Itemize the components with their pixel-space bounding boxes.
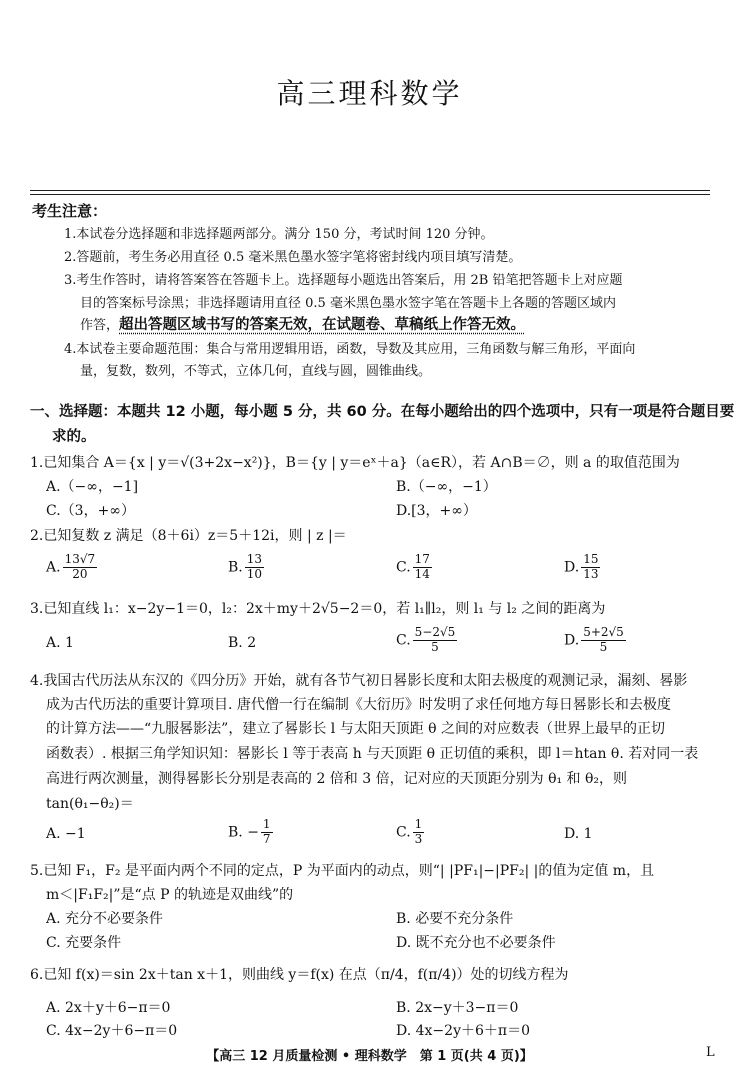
q3-d-fraction xyxy=(581,626,626,655)
q1-option-c: C.（3，+∞） xyxy=(46,503,135,519)
notice-item-4: 4.本试卷主要命题范围：集合与常用逻辑用语，函数，导数及其应用，三角函数与解三角形，平面向 xyxy=(64,342,636,357)
q6-stem: 6.已知 f(x)＝sin 2x＋tan x＋1，则曲线 y＝f(x) 在点（π/4，f(π/4)）处的切线方程为 xyxy=(30,967,569,983)
q5-option-c: C. 充要条件 xyxy=(46,935,122,951)
q2-b-num: 13 xyxy=(246,552,263,566)
q4-c-label: C. xyxy=(396,824,411,841)
notice-item-3-cont: 目的答案标号涂黑；非选择题请用直径 0.5 毫米黑色墨水签字笔在答题卡上各题的答题区域内 xyxy=(80,296,616,311)
q2-a-fraction xyxy=(63,553,98,582)
q2-option-b xyxy=(228,553,266,582)
q3-c-fraction xyxy=(413,626,458,655)
q2-d-num: 15 xyxy=(583,552,599,566)
notice-item-2: 2.答题前，考生务必用直径 0.5 毫米黑色墨水签字笔将密封线内项目填写清楚。 xyxy=(64,250,522,265)
q6-option-d: D. 4x−2y＋6＋π＝0 xyxy=(396,1023,530,1039)
q2-d-label: D. xyxy=(564,559,580,576)
q5-line-2: m＜|F₁F₂|”是“点 P 的轨迹是双曲线”的 xyxy=(46,887,294,903)
q2-c-num: 17 xyxy=(414,552,430,566)
q2-c-fraction xyxy=(413,553,432,582)
q3-option-c xyxy=(396,626,459,655)
q2-a-den: 20 xyxy=(72,566,88,581)
q2-d-fraction xyxy=(581,553,600,582)
q2-d-den: 13 xyxy=(583,566,599,581)
q2-a-num: 13√7 xyxy=(64,552,96,566)
q5-option-a: A. 充分不必要条件 xyxy=(46,911,164,927)
q4-line-2: 成为古代历法的重要计算项目. 唐代僧一行在编制《大衍历》时发明了求任何地方每日晷影长和去极度 xyxy=(46,697,671,713)
q1-option-d: D.[3，+∞） xyxy=(396,503,477,519)
top-rule xyxy=(30,190,710,191)
q2-b-fraction xyxy=(245,553,264,582)
q3-option-a: A. 1 xyxy=(46,635,74,651)
q1-option-a: A.（−∞，−1] xyxy=(46,479,139,495)
notice-heading: 考生注意： xyxy=(32,202,108,220)
q4-c-den: 3 xyxy=(414,831,423,846)
q5-option-d: D. 既不充分也不必要条件 xyxy=(396,935,556,951)
q3-d-label: D. xyxy=(564,632,580,649)
q1-stem: 1.已知集合 A＝{x | y＝√(3+2x−x²)}，B＝{y | y＝eˣ＋a}（a∈R），若 A∩B＝∅，则 a 的取值范围为 xyxy=(30,455,680,471)
q4-line-6: tan(θ₁−θ₂)＝ xyxy=(46,796,134,812)
q3-stem: 3.已知直线 l₁：x−2y−1＝0，l₂：2x＋my＋2√5−2＝0，若 l₁∥l₂，则 l₁ 与 l₂ 之间的距离为 xyxy=(30,601,606,617)
notice-item-1: 1.本试卷分选择题和非选择题两部分。满分 150 分，考试时间 120 分钟。 xyxy=(64,227,494,242)
q3-d-num: 5+2√5 xyxy=(583,625,624,639)
q4-line-3: 的计算方法——“九服晷影法”，建立了晷影长 l 与太阳天顶距 θ 之间的对应数表（世界上最早的正切 xyxy=(46,721,666,737)
q2-c-den: 14 xyxy=(414,566,430,581)
q3-c-label: C. xyxy=(396,632,411,649)
q4-c-num: 1 xyxy=(414,817,423,831)
q2-a-label: A. xyxy=(46,559,61,576)
section-heading-cont: 求的。 xyxy=(52,429,96,445)
q4-c-fraction xyxy=(413,818,425,847)
section-heading: 一、选择题：本题共 12 小题，每小题 5 分，共 60 分。在每小题给出的四个选项中，只有一项是符合题目要 xyxy=(30,404,735,420)
q3-option-d xyxy=(564,626,628,655)
q4-b-label: B. − xyxy=(228,824,259,841)
q2-c-label: C. xyxy=(396,559,411,576)
notice-emphasis: 超出答题区域书写的答案无效，在试题卷、草稿纸上作答无效。 xyxy=(119,317,526,333)
page-footer: 【高三 12 月质量检测 • 理科数学 第 1 页(共 4 页)】 xyxy=(206,1049,533,1064)
top-rule-2 xyxy=(30,194,710,195)
q5-option-b: B. 必要不充分条件 xyxy=(396,911,514,927)
footer-mark: L xyxy=(706,1045,715,1060)
q4-b-fraction xyxy=(261,818,273,847)
notice-item-3-end xyxy=(80,313,525,334)
notice-item-4-cont: 量，复数，数列，不等式，立体几何，直线与圆，圆锥曲线。 xyxy=(80,364,432,379)
q3-d-den: 5 xyxy=(599,639,608,654)
q4-line-4: 函数表）. 根据三角学知识知：晷影长 l 等于表高 h 与天顶距 θ 正切值的乘积，即 l＝htan θ. 若对同一表 xyxy=(46,746,699,762)
q4-b-num: 1 xyxy=(262,817,271,831)
q2-b-label: B. xyxy=(228,559,243,576)
q4-option-c xyxy=(396,818,426,847)
q3-c-den: 5 xyxy=(431,639,439,654)
q4-option-b xyxy=(228,818,275,847)
q4-b-den: 7 xyxy=(262,831,271,846)
notice-item-3-tail: 作答， xyxy=(80,318,120,333)
q3-c-num: 5−2√5 xyxy=(414,625,456,639)
q1-option-b: B.（−∞，−1） xyxy=(396,479,497,495)
q4-option-d: D. 1 xyxy=(564,826,593,842)
q2-stem: 2.已知复数 z 满足（8＋6i）z＝5＋12i，则 | z |＝ xyxy=(30,528,347,544)
q5-line-1: 5.已知 F₁，F₂ 是平面内两个不同的定点，P 为平面内的动点，则“| |PF₁|−|PF₂| |的值为定值 m，且 xyxy=(30,863,655,879)
q6-option-c: C. 4x−2y＋6−π＝0 xyxy=(46,1023,178,1039)
q2-option-c xyxy=(396,553,434,582)
q4-line-1: 4.我国古代历法从东汉的《四分历》开始，就有各节气初日晷影长度和太阳去极度的观测记录，漏刻、晷影 xyxy=(30,673,688,689)
q2-option-d xyxy=(564,553,602,582)
q6-option-a: A. 2x＋y＋6−π＝0 xyxy=(46,1000,171,1016)
page-title: 高三理科数学 xyxy=(276,77,463,110)
q3-option-b: B. 2 xyxy=(228,635,257,651)
q4-line-5: 高进行两次测量，测得晷影长分别是表高的 2 倍和 3 倍，记对应的天顶距分别为 θ₁ 和 θ₂，则 xyxy=(46,771,628,787)
q2-b-den: 10 xyxy=(246,566,263,581)
q6-option-b: B. 2x−y＋3−π＝0 xyxy=(396,1000,519,1016)
notice-item-3: 3.考生作答时，请将答案答在答题卡上。选择题每小题选出答案后，用 2B 铅笔把答题卡上对应题 xyxy=(64,273,623,288)
q2-option-a xyxy=(46,553,99,582)
q4-option-a: A. −1 xyxy=(46,826,86,842)
